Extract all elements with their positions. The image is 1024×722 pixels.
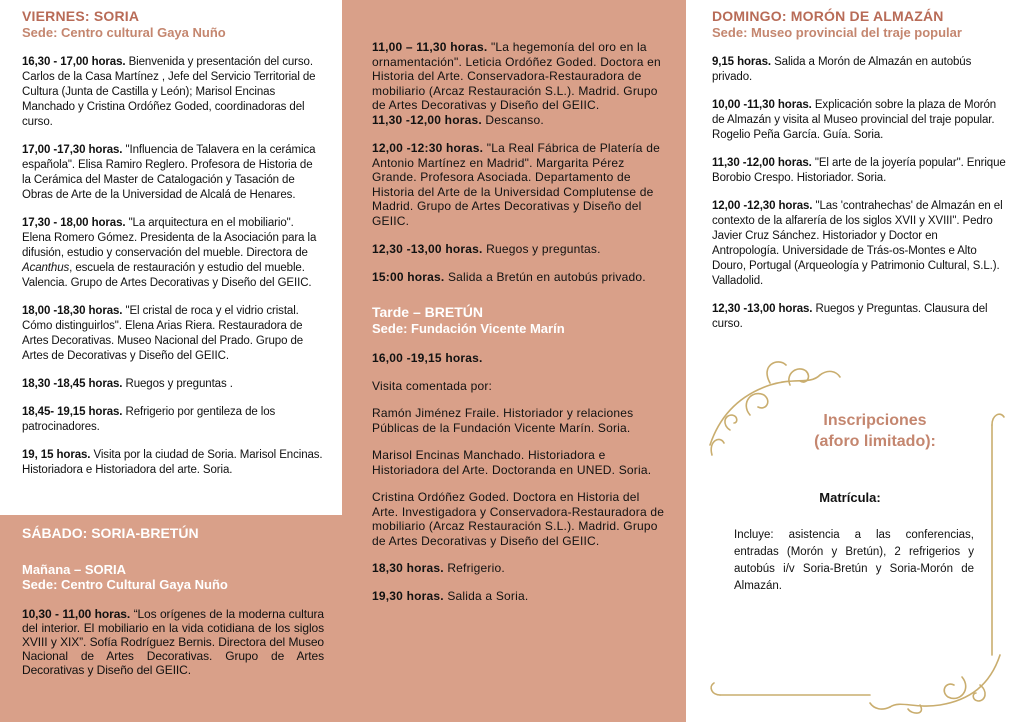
saturday-item: 15:00 horas. Salida a Bretún en autobús privado. (372, 269, 646, 284)
friday-item: 18,45- 19,15 horas. Refrigerio por gentileza de los patrocinadores. (22, 406, 276, 433)
friday-item: 18,30 -18,45 horas. Ruegos y preguntas . (22, 378, 233, 390)
sunday-title: DOMINGO: MORÓN DE ALMAZÁN (712, 8, 944, 24)
guide-item: Ramón Jiménez Fraile. Historiador y relaciones Públicas de la Fundación Vicente Marín. Soria. (372, 406, 634, 435)
sunday-item: 12,00 -12,30 horas. "Las 'contrahechas' de Almazán en el contexto de la alfarería de los siglos XVII y XVIII". Pedro Javier Cruz Sánchez. Historiador y Doctor en Antropología. Universidade de Trás-os-Montes e Alto Douro, Portugal (Arqueología y Patrimonio Cultural, S.L.). Valladolid. (712, 200, 1003, 287)
sunday-item: 12,30 -13,00 horas. Ruegos y Preguntas. Clausura del curso. (712, 303, 988, 330)
visit-intro: Visita comentada por: (372, 378, 493, 393)
saturday-title: SÁBADO: SORIA-BRETÚN (22, 525, 199, 541)
saturday-item: 11,30 -12,00 horas. Descanso. (372, 112, 544, 127)
column-saturday (342, 0, 686, 722)
friday-item: 19, 15 horas. Visita por la ciudad de Soria. Marisol Encinas. Historiadora e Historiadora del arte. Soria. (22, 449, 323, 476)
guide-item: Marisol Encinas Manchado. Historiadora e Historiadora del Arte. Doctoranda en UNED. Soria. (372, 448, 652, 477)
enrollment-label: Matrícula: (819, 490, 881, 505)
afternoon-title: Tarde – BRETÚN (372, 304, 483, 320)
saturday-venue: Sede: Centro Cultural Gaya Nuño (22, 577, 228, 592)
enrollment-includes: Incluye: asistencia a las conferencias, entradas (Morón y Bretún), 2 refrigerios y autobús i/v Soria-Bretún y Soria-Morón de Almazán. (734, 529, 974, 592)
sunday-venue: Sede: Museo provincial del traje popular (712, 25, 962, 40)
guide-item: Cristina Ordóñez Goded. Doctora en Historia del Arte. Investigadora y Conservadora-Restauradora de mobiliario (Arcaz Restauración S.L.). Madrid. Grupo de Artes Decorativas y Diseño del GEIIC. (372, 490, 665, 548)
friday-item: 17,30 - 18,00 horas. "La arquitectura en el mobiliario". Elena Romero Gómez. Presidenta de la Asociación para la difusión, estudio y conservación del mueble. Directora de Acanthus, escuela de restauración y estudio del mueble. Valencia. Grupo de Artes Decorativas y Diseño del GEIIC. (22, 217, 317, 289)
friday-item: 17,00 -17,30 horas. "Influencia de Talavera en la cerámica española". Elisa Ramiro Reglero. Profesora de Historia de la Cerámica del Master de Catalogación y Tasación de Obras de Arte de la Universidad de Alcalá de Henares. (22, 144, 316, 201)
sunday-item: 9,15 horas. Salida a Morón de Almazán en autobús privado. (712, 56, 972, 83)
sunday-item: 10,00 -11,30 horas. Explicación sobre la plaza de Morón de Almazán y visita al Museo provincial del traje popular. Rogelio Peña García. Guía. Soria. (712, 99, 997, 141)
afternoon-item: 19,30 horas. Salida a Soria. (372, 588, 529, 603)
saturday-item: 12,30 -13,00 horas. Ruegos y preguntas. (372, 242, 601, 256)
friday-item: 16,30 - 17,00 horas. Bienvenida y presentación del curso. Carlos de la Casa Martínez , Jefe del Servicio Territorial de Cultura (Junta de Castilla y León); Marisol Encinas Manchado y Cristina Ordóñez Goded, coordinadoras del curso. (22, 56, 316, 128)
afternoon-item: 18,30 horas. Refrigerio. (372, 561, 505, 575)
saturday-item: 11,00 – 11,30 horas. "La hegemonía del oro en la ornamentación". Leticia Ordóñez Goded. Doctora en Historia del Arte. Conservadora-Restauradora de mobiliario (Arcaz Restauración S.L.). Madrid. Grupo de Artes Decorativas y Diseño del GEIIC. (372, 40, 661, 112)
friday-title: VIERNES: SORIA (22, 8, 140, 24)
registration-heading: Inscripciones (aforo limitado): (814, 412, 936, 450)
afternoon-venue: Sede: Fundación Vicente Marín (372, 321, 565, 336)
sunday-item: 11,30 -12,00 horas. "El arte de la joyería popular". Enrique Borobio Crespo. Historiador. Soria. (712, 157, 1006, 184)
saturday-section (0, 515, 342, 722)
column-friday (0, 0, 342, 722)
afternoon-time: 16,00 -19,15 horas. (372, 351, 483, 365)
saturday-item: 10,30 - 11,00 horas. “Los orígenes de la moderna cultura del interior. El mobiliario en la vida cotidiana de los siglos XVIII y XIX”. Sofía Rodríguez Bernis. Directora del Museo Nacional de Artes Decorativas. Grupo de Artes Decorativas y Diseño del GEIIC. (22, 607, 324, 677)
friday-venue: Sede: Centro cultural Gaya Nuño (22, 25, 226, 40)
friday-item: 18,00 -18,30 horas. "El cristal de roca y el vidrio cristal. Cómo distinguirlos". Elena Arias Riera. Restauradora de Artes Decorativas. Museo Nacional del Prado. Grupo de Artes de Decorativas y Diseño del GEIIC. (22, 305, 304, 362)
morning-title: Mañana – SORIA (22, 562, 127, 577)
saturday-item: 12,00 -12:30 horas. "La Real Fábrica de Platería de Antonio Martínez en Madrid". Margarita Pérez Grande. Profesora Asociada. Departamento de Historia del Arte de la Universidad Complutense de Madrid. Grupo de Artes Decorativas y Diseño del GEIIC. (372, 141, 660, 228)
